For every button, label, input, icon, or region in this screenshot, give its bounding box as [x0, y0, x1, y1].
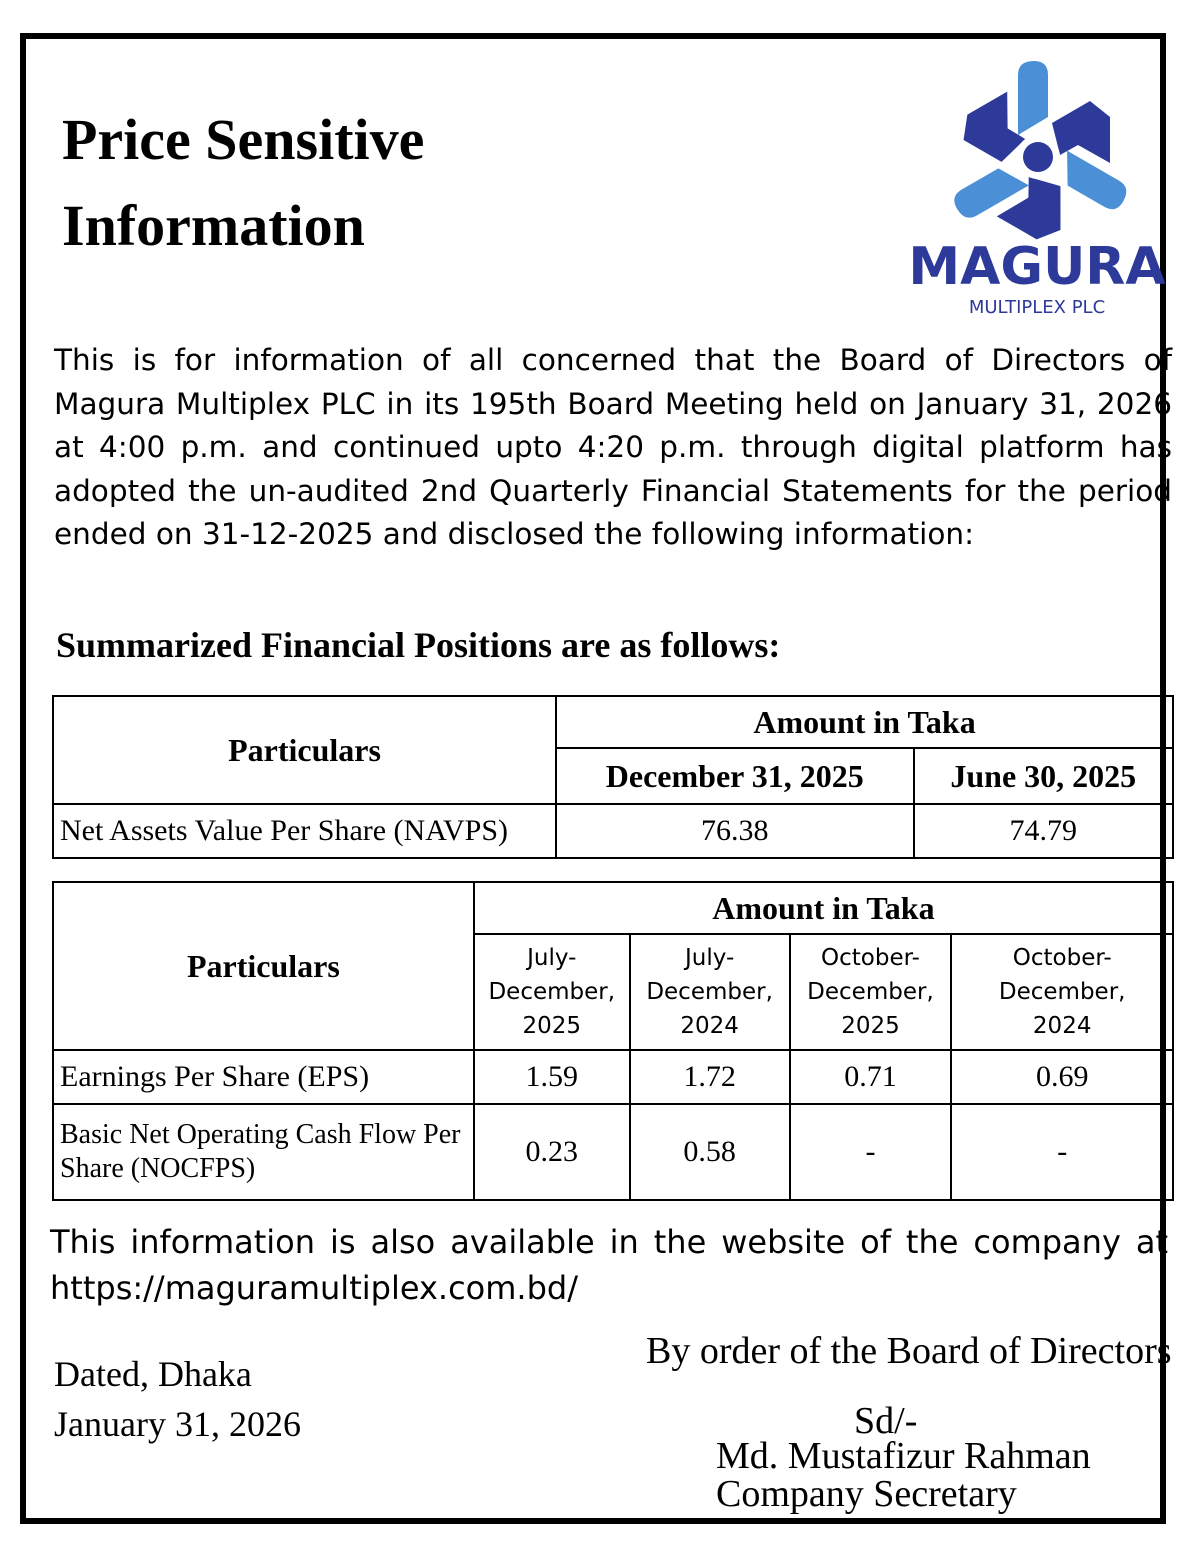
signer-title: Company Secretary	[716, 1473, 1017, 1515]
logo-subtitle: MULTIPLEX PLC	[968, 297, 1106, 318]
period-line: 2024	[1032, 1013, 1092, 1039]
signer-name: Md. Mustafizur Rahman	[716, 1435, 1091, 1477]
period-line: July-	[684, 945, 735, 971]
cell-value: -	[951, 1104, 1173, 1200]
table1-column-header: December 31, 2025	[556, 748, 913, 804]
table-row	[53, 1104, 1173, 1200]
pinwheel-blades	[950, 61, 1131, 247]
table-row	[53, 804, 1173, 858]
period-line: July-	[527, 945, 577, 971]
signer-block	[716, 1437, 1091, 1513]
table2-amount-header: Amount in Taka	[474, 882, 1173, 934]
order-line: By order of the Board of Directors	[646, 1330, 1172, 1372]
table-row	[53, 1050, 1173, 1104]
period-line: 2025	[522, 1013, 582, 1039]
dated-date: January 31, 2026	[54, 1404, 301, 1444]
eps-table	[52, 881, 1174, 1201]
period-header	[790, 934, 952, 1050]
period-header	[630, 934, 790, 1050]
period-header	[951, 934, 1173, 1050]
cell-value: 76.38	[556, 804, 913, 858]
period-line: October-	[1012, 945, 1112, 971]
row-label: Net Assets Value Per Share (NAVPS)	[53, 804, 556, 858]
period-line: October-	[821, 945, 920, 971]
table1-amount-header: Amount in Taka	[556, 696, 1173, 748]
page-title	[62, 97, 424, 269]
navps-table	[52, 695, 1174, 859]
period-line: 2025	[841, 1013, 900, 1039]
period-line: December,	[807, 979, 934, 1005]
cell-value: 74.79	[914, 804, 1174, 858]
cell-value: 1.59	[474, 1050, 630, 1104]
table2-particulars-header: Particulars	[53, 882, 474, 1050]
cell-value: 0.23	[474, 1104, 630, 1200]
intro-paragraph: This is for information of all concerned that the Board of Directors of Magura Multiplex PLC in its 195th Board Meeting held on January 31, 2026 at 4:00 p.m. and continued upto 4:20 p.m. through digital platform has adopted the un-audited 2nd Quarterly Financial Statements for the period ended on 31-12-2025 and disclosed the following information:	[54, 343, 1172, 551]
table1-column-header: June 30, 2025	[914, 748, 1174, 804]
logo-wordmark: MAGURA	[908, 237, 1166, 297]
cell-value: 0.69	[951, 1050, 1173, 1104]
period-line: December,	[488, 979, 616, 1005]
period-header	[474, 934, 630, 1050]
cell-value: 1.72	[630, 1050, 790, 1104]
dated-place: Dated, Dhaka	[54, 1354, 252, 1394]
website-note: This information is also available in the website of the company at https://maguramultiplex.com.bd/	[50, 1223, 1168, 1307]
cell-value: 0.71	[790, 1050, 952, 1104]
section-heading: Summarized Financial Positions are as follows:	[56, 625, 781, 665]
title-line-2: Information	[62, 193, 365, 258]
dated-block	[54, 1349, 301, 1449]
cell-value: -	[790, 1104, 952, 1200]
period-line: December,	[646, 979, 773, 1005]
cell-value: 0.58	[630, 1104, 790, 1200]
notice-frame	[20, 33, 1172, 1524]
period-line: 2024	[680, 1013, 739, 1039]
signature-mark: Sd/-	[854, 1400, 918, 1442]
row-label: Earnings Per Share (EPS)	[53, 1050, 474, 1104]
table1-particulars-header: Particulars	[53, 696, 556, 804]
title-line-1: Price Sensitive	[62, 107, 425, 172]
row-label: Basic Net Operating Cash Flow Per Share (NOCFPS)	[53, 1104, 474, 1200]
period-line: December,	[998, 979, 1126, 1005]
